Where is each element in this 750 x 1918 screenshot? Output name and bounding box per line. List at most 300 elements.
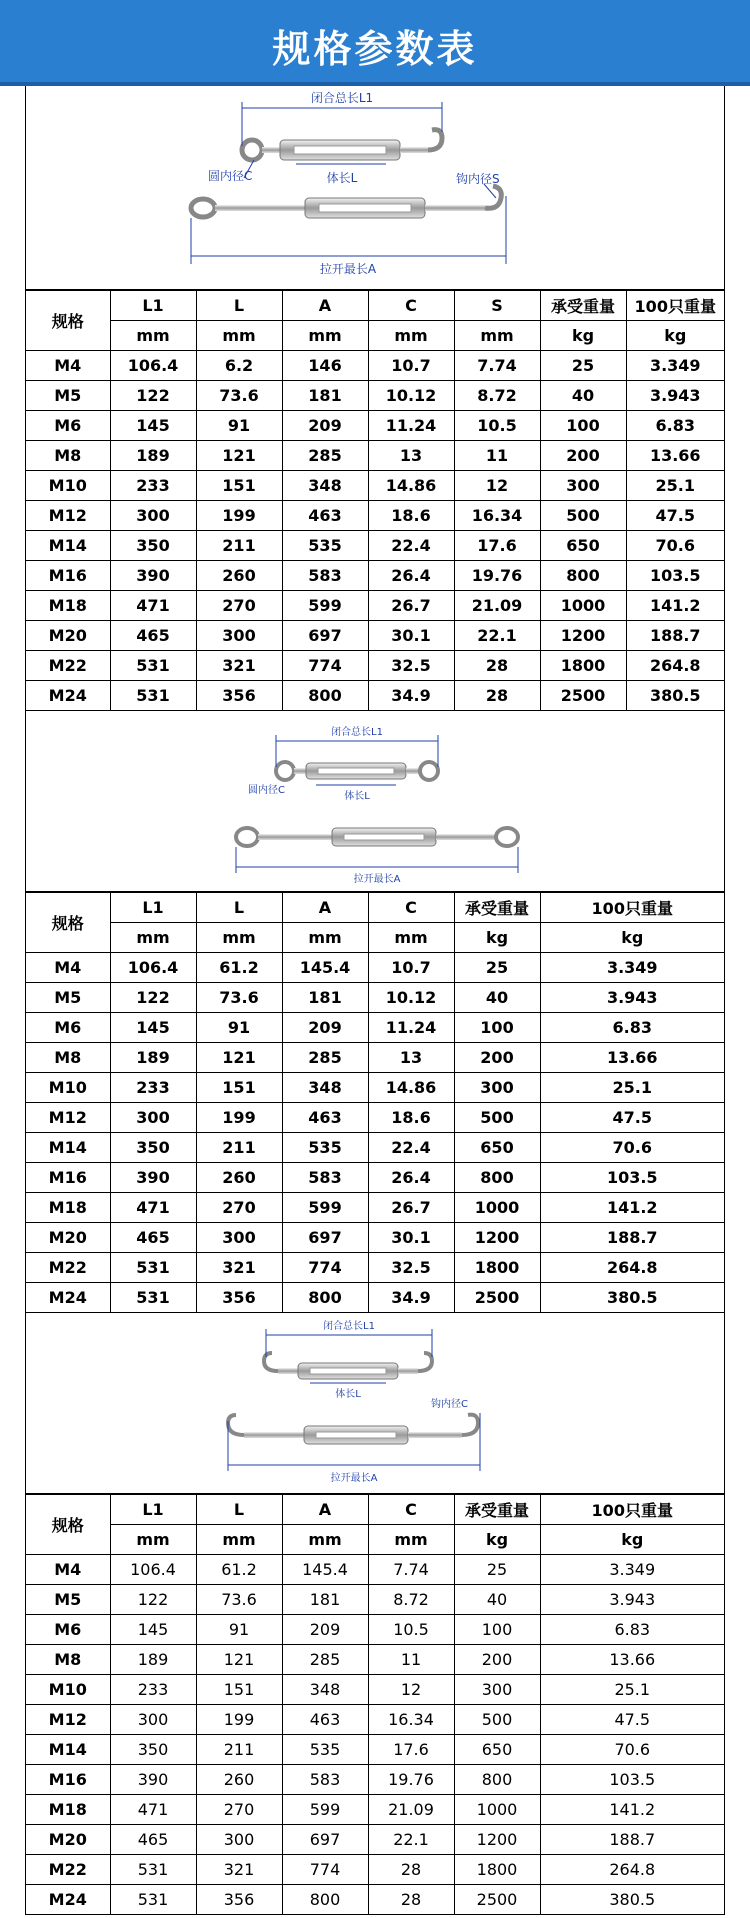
value-cell: 145 <box>110 1013 196 1043</box>
column-header: A <box>282 291 368 321</box>
label-closed-length: 闭合总长L1 <box>310 91 374 105</box>
value-cell: 21.09 <box>454 591 540 621</box>
value-cell: 500 <box>454 1705 540 1735</box>
spec-cell: M4 <box>26 953 110 983</box>
table-row <box>26 1795 724 1825</box>
spec-cell: M14 <box>26 531 110 561</box>
table-row <box>26 411 724 441</box>
value-cell: 774 <box>282 1253 368 1283</box>
spec-cell: M20 <box>26 1825 110 1855</box>
table-row <box>26 1645 724 1675</box>
value-cell: 6.83 <box>540 1615 724 1645</box>
value-cell: 270 <box>196 591 282 621</box>
label-closed-length: 闭合总长L1 <box>323 1321 375 1332</box>
unit-cell: mm <box>282 321 368 351</box>
value-cell: 1200 <box>454 1223 540 1253</box>
value-cell: 146 <box>282 351 368 381</box>
value-cell: 100 <box>454 1615 540 1645</box>
value-cell: 25 <box>454 1555 540 1585</box>
table-row <box>26 1825 724 1855</box>
value-cell: 774 <box>282 1855 368 1885</box>
value-cell: 465 <box>110 1825 196 1855</box>
spec-cell: M8 <box>26 1043 110 1073</box>
column-header: L1 <box>110 1495 196 1525</box>
value-cell: 34.9 <box>368 681 454 711</box>
header-row <box>26 893 724 923</box>
value-cell: 25 <box>540 351 626 381</box>
value-cell: 181 <box>282 983 368 1013</box>
value-cell: 321 <box>196 1253 282 1283</box>
value-cell: 25 <box>454 953 540 983</box>
value-cell: 40 <box>454 983 540 1013</box>
spec-cell: M16 <box>26 1163 110 1193</box>
value-cell: 650 <box>454 1133 540 1163</box>
value-cell: 26.7 <box>368 591 454 621</box>
value-cell: 13 <box>368 1043 454 1073</box>
value-cell: 145 <box>110 411 196 441</box>
value-cell: 463 <box>282 1103 368 1133</box>
value-cell: 28 <box>454 651 540 681</box>
value-cell: 1800 <box>454 1855 540 1885</box>
value-cell: 211 <box>196 1133 282 1163</box>
page-header <box>0 0 750 86</box>
column-header: A <box>282 1495 368 1525</box>
value-cell: 7.74 <box>454 351 540 381</box>
column-header: 承受重量 <box>454 893 540 923</box>
value-cell: 531 <box>110 1253 196 1283</box>
table-row <box>26 1885 724 1915</box>
column-header: A <box>282 893 368 923</box>
unit-cell: kg <box>540 321 626 351</box>
value-cell: 26.4 <box>368 561 454 591</box>
spec-cell: M6 <box>26 411 110 441</box>
value-cell: 3.349 <box>540 953 724 983</box>
value-cell: 531 <box>110 681 196 711</box>
unit-cell: mm <box>282 1525 368 1555</box>
table-row <box>26 1855 724 1885</box>
spec-cell: M5 <box>26 381 110 411</box>
value-cell: 12 <box>454 471 540 501</box>
value-cell: 465 <box>110 621 196 651</box>
spec-cell: M16 <box>26 1765 110 1795</box>
value-cell: 106.4 <box>110 1555 196 1585</box>
value-cell: 650 <box>540 531 626 561</box>
value-cell: 7.74 <box>368 1555 454 1585</box>
unit-cell: kg <box>540 1525 724 1555</box>
value-cell: 285 <box>282 1043 368 1073</box>
value-cell: 73.6 <box>196 983 282 1013</box>
header-row <box>26 1495 724 1525</box>
value-cell: 32.5 <box>368 1253 454 1283</box>
value-cell: 774 <box>282 651 368 681</box>
closed-turnbuckle-image <box>242 130 442 160</box>
value-cell: 70.6 <box>540 1133 724 1163</box>
value-cell: 145 <box>110 1615 196 1645</box>
unit-cell: mm <box>368 321 454 351</box>
table-row <box>26 1765 724 1795</box>
unit-row <box>26 321 724 351</box>
table-row <box>26 651 724 681</box>
value-cell: 321 <box>196 1855 282 1885</box>
page-title: 规格参数表 <box>272 27 478 71</box>
spec-cell: M12 <box>26 1705 110 1735</box>
value-cell: 10.7 <box>368 351 454 381</box>
value-cell: 300 <box>540 471 626 501</box>
value-cell: 106.4 <box>110 953 196 983</box>
spec-cell: M10 <box>26 1675 110 1705</box>
spec-header: 规格 <box>26 291 110 351</box>
unit-cell: kg <box>540 923 724 953</box>
table-row <box>26 1043 724 1073</box>
value-cell: 300 <box>454 1073 540 1103</box>
unit-cell: mm <box>368 923 454 953</box>
table-row <box>26 1283 724 1313</box>
value-cell: 300 <box>110 501 196 531</box>
value-cell: 270 <box>196 1795 282 1825</box>
value-cell: 583 <box>282 561 368 591</box>
value-cell: 100 <box>540 411 626 441</box>
value-cell: 14.86 <box>368 1073 454 1103</box>
value-cell: 8.72 <box>454 381 540 411</box>
column-header: 100只重量 <box>540 1495 724 1525</box>
value-cell: 13.66 <box>540 1043 724 1073</box>
value-cell: 26.4 <box>368 1163 454 1193</box>
table-row <box>26 1073 724 1103</box>
value-cell: 356 <box>196 681 282 711</box>
value-cell: 697 <box>282 1825 368 1855</box>
value-cell: 3.943 <box>540 1585 724 1615</box>
value-cell: 10.12 <box>368 983 454 1013</box>
value-cell: 189 <box>110 1043 196 1073</box>
value-cell: 350 <box>110 1133 196 1163</box>
value-cell: 28 <box>368 1885 454 1915</box>
value-cell: 26.7 <box>368 1193 454 1223</box>
table-row <box>26 381 724 411</box>
value-cell: 233 <box>110 1675 196 1705</box>
value-cell: 300 <box>196 621 282 651</box>
spec-cell: M16 <box>26 561 110 591</box>
column-header: L <box>196 1495 282 1525</box>
value-cell: 11.24 <box>368 411 454 441</box>
value-cell: 211 <box>196 1735 282 1765</box>
value-cell: 6.83 <box>540 1013 724 1043</box>
unit-cell: mm <box>110 321 196 351</box>
value-cell: 583 <box>282 1163 368 1193</box>
value-cell: 151 <box>196 471 282 501</box>
value-cell: 11 <box>368 1645 454 1675</box>
value-cell: 121 <box>196 1043 282 1073</box>
value-cell: 188.7 <box>540 1825 724 1855</box>
value-cell: 40 <box>454 1585 540 1615</box>
value-cell: 30.1 <box>368 621 454 651</box>
value-cell: 465 <box>110 1223 196 1253</box>
value-cell: 40 <box>540 381 626 411</box>
table-row <box>26 681 724 711</box>
value-cell: 650 <box>454 1735 540 1765</box>
table-row <box>26 621 724 651</box>
value-cell: 3.943 <box>626 381 724 411</box>
unit-row <box>26 1525 724 1555</box>
value-cell: 535 <box>282 1133 368 1163</box>
value-cell: 11 <box>454 441 540 471</box>
value-cell: 30.1 <box>368 1223 454 1253</box>
value-cell: 34.9 <box>368 1283 454 1313</box>
value-cell: 189 <box>110 1645 196 1675</box>
value-cell: 70.6 <box>626 531 724 561</box>
value-cell: 14.86 <box>368 471 454 501</box>
unit-cell: kg <box>626 321 724 351</box>
value-cell: 25.1 <box>626 471 724 501</box>
value-cell: 1200 <box>454 1825 540 1855</box>
value-cell: 800 <box>282 1283 368 1313</box>
value-cell: 471 <box>110 1193 196 1223</box>
value-cell: 1800 <box>540 651 626 681</box>
value-cell: 70.6 <box>540 1735 724 1765</box>
value-cell: 390 <box>110 561 196 591</box>
value-cell: 531 <box>110 1855 196 1885</box>
value-cell: 321 <box>196 651 282 681</box>
value-cell: 3.349 <box>540 1555 724 1585</box>
label-body-length: 体长L <box>326 171 358 185</box>
value-cell: 106.4 <box>110 351 196 381</box>
table-row <box>26 1163 724 1193</box>
label-ring-inner: 圆内径C <box>248 785 285 796</box>
column-header: S <box>454 291 540 321</box>
spec-cell: M4 <box>26 1555 110 1585</box>
value-cell: 22.1 <box>454 621 540 651</box>
table-row <box>26 1013 724 1043</box>
value-cell: 141.2 <box>626 591 724 621</box>
unit-cell: mm <box>110 1525 196 1555</box>
column-header: 100只重量 <box>626 291 724 321</box>
spec-cell: M14 <box>26 1133 110 1163</box>
spec-header: 规格 <box>26 1495 110 1555</box>
value-cell: 350 <box>110 1735 196 1765</box>
value-cell: 73.6 <box>196 381 282 411</box>
spec-cell: M6 <box>26 1615 110 1645</box>
table-row <box>26 983 724 1013</box>
spec-cell: M6 <box>26 1013 110 1043</box>
table-row <box>26 561 724 591</box>
spec-cell: M24 <box>26 1283 110 1313</box>
value-cell: 380.5 <box>540 1885 724 1915</box>
value-cell: 181 <box>282 381 368 411</box>
value-cell: 800 <box>282 1885 368 1915</box>
value-cell: 103.5 <box>540 1765 724 1795</box>
spec-cell: M18 <box>26 591 110 621</box>
spec-cell: M12 <box>26 501 110 531</box>
value-cell: 300 <box>196 1223 282 1253</box>
value-cell: 13.66 <box>540 1645 724 1675</box>
header-row <box>26 291 724 321</box>
value-cell: 141.2 <box>540 1193 724 1223</box>
value-cell: 209 <box>282 411 368 441</box>
value-cell: 145.4 <box>282 953 368 983</box>
value-cell: 17.6 <box>454 531 540 561</box>
spec-cell: M5 <box>26 983 110 1013</box>
value-cell: 471 <box>110 591 196 621</box>
value-cell: 91 <box>196 411 282 441</box>
spec-cell: M8 <box>26 1645 110 1675</box>
value-cell: 47.5 <box>626 501 724 531</box>
table-eye-hook <box>26 290 724 711</box>
spec-cell: M20 <box>26 621 110 651</box>
unit-cell: mm <box>454 321 540 351</box>
value-cell: 800 <box>454 1163 540 1193</box>
value-cell: 531 <box>110 1885 196 1915</box>
value-cell: 145.4 <box>282 1555 368 1585</box>
value-cell: 471 <box>110 1795 196 1825</box>
value-cell: 19.76 <box>454 561 540 591</box>
spec-cell: M22 <box>26 651 110 681</box>
column-header: 100只重量 <box>540 893 724 923</box>
value-cell: 3.349 <box>626 351 724 381</box>
table-row <box>26 351 724 381</box>
value-cell: 380.5 <box>626 681 724 711</box>
value-cell: 1000 <box>454 1193 540 1223</box>
value-cell: 264.8 <box>540 1253 724 1283</box>
value-cell: 260 <box>196 1765 282 1795</box>
value-cell: 22.1 <box>368 1825 454 1855</box>
value-cell: 8.72 <box>368 1585 454 1615</box>
value-cell: 500 <box>540 501 626 531</box>
value-cell: 264.8 <box>540 1855 724 1885</box>
value-cell: 260 <box>196 1163 282 1193</box>
value-cell: 122 <box>110 983 196 1013</box>
value-cell: 21.09 <box>368 1795 454 1825</box>
value-cell: 10.12 <box>368 381 454 411</box>
table-hook-hook <box>26 1494 724 1915</box>
value-cell: 209 <box>282 1615 368 1645</box>
value-cell: 233 <box>110 471 196 501</box>
label-hook-inner: 钩内径S <box>456 172 500 186</box>
value-cell: 100 <box>454 1013 540 1043</box>
value-cell: 356 <box>196 1283 282 1313</box>
spec-cell: M14 <box>26 1735 110 1765</box>
value-cell: 73.6 <box>196 1585 282 1615</box>
column-header: L <box>196 893 282 923</box>
table-row <box>26 531 724 561</box>
unit-cell: mm <box>368 1525 454 1555</box>
value-cell: 356 <box>196 1885 282 1915</box>
value-cell: 260 <box>196 561 282 591</box>
value-cell: 300 <box>454 1675 540 1705</box>
spec-cell: M22 <box>26 1253 110 1283</box>
table-row <box>26 1193 724 1223</box>
value-cell: 188.7 <box>626 621 724 651</box>
value-cell: 1200 <box>540 621 626 651</box>
value-cell: 390 <box>110 1765 196 1795</box>
value-cell: 348 <box>282 471 368 501</box>
value-cell: 800 <box>540 561 626 591</box>
closed-turnbuckle-image <box>264 1353 432 1379</box>
table-eye-eye <box>26 892 724 1313</box>
value-cell: 199 <box>196 501 282 531</box>
value-cell: 535 <box>282 531 368 561</box>
value-cell: 17.6 <box>368 1735 454 1765</box>
value-cell: 151 <box>196 1073 282 1103</box>
value-cell: 47.5 <box>540 1705 724 1735</box>
value-cell: 13 <box>368 441 454 471</box>
value-cell: 2500 <box>454 1283 540 1313</box>
value-cell: 6.83 <box>626 411 724 441</box>
spec-cell: M18 <box>26 1193 110 1223</box>
value-cell: 200 <box>540 441 626 471</box>
label-closed-length: 闭合总长L1 <box>331 727 383 738</box>
value-cell: 91 <box>196 1615 282 1645</box>
table-row <box>26 441 724 471</box>
table-row <box>26 1133 724 1163</box>
value-cell: 61.2 <box>196 1555 282 1585</box>
label-open-length: 拉开最长A <box>319 262 377 276</box>
value-cell: 32.5 <box>368 651 454 681</box>
value-cell: 16.34 <box>454 501 540 531</box>
spec-cell: M18 <box>26 1795 110 1825</box>
table-row <box>26 1253 724 1283</box>
value-cell: 348 <box>282 1073 368 1103</box>
value-cell: 531 <box>110 1283 196 1313</box>
table-row <box>26 1223 724 1253</box>
value-cell: 121 <box>196 441 282 471</box>
value-cell: 300 <box>110 1103 196 1133</box>
value-cell: 189 <box>110 441 196 471</box>
unit-cell: kg <box>454 1525 540 1555</box>
value-cell: 800 <box>282 681 368 711</box>
diagram-eye-eye <box>26 711 724 892</box>
value-cell: 25.1 <box>540 1675 724 1705</box>
value-cell: 300 <box>196 1825 282 1855</box>
value-cell: 28 <box>454 681 540 711</box>
value-cell: 199 <box>196 1103 282 1133</box>
table-row <box>26 1675 724 1705</box>
table-row <box>26 501 724 531</box>
value-cell: 91 <box>196 1013 282 1043</box>
value-cell: 800 <box>454 1765 540 1795</box>
column-header: C <box>368 893 454 923</box>
value-cell: 199 <box>196 1705 282 1735</box>
column-header: C <box>368 291 454 321</box>
value-cell: 188.7 <box>540 1223 724 1253</box>
value-cell: 11.24 <box>368 1013 454 1043</box>
column-header: L1 <box>110 893 196 923</box>
value-cell: 122 <box>110 1585 196 1615</box>
spec-cell: M24 <box>26 1885 110 1915</box>
value-cell: 390 <box>110 1163 196 1193</box>
unit-row <box>26 923 724 953</box>
value-cell: 19.76 <box>368 1765 454 1795</box>
value-cell: 599 <box>282 591 368 621</box>
column-header: 承受重量 <box>454 1495 540 1525</box>
diagram-eye-hook <box>26 86 724 290</box>
value-cell: 1000 <box>540 591 626 621</box>
table-row <box>26 1615 724 1645</box>
value-cell: 200 <box>454 1645 540 1675</box>
value-cell: 380.5 <box>540 1283 724 1313</box>
value-cell: 211 <box>196 531 282 561</box>
table-row <box>26 1103 724 1133</box>
unit-cell: mm <box>110 923 196 953</box>
value-cell: 300 <box>110 1705 196 1735</box>
value-cell: 531 <box>110 651 196 681</box>
value-cell: 200 <box>454 1043 540 1073</box>
value-cell: 22.4 <box>368 531 454 561</box>
table-row <box>26 953 724 983</box>
value-cell: 141.2 <box>540 1795 724 1825</box>
spec-cell: M10 <box>26 1073 110 1103</box>
table-row <box>26 591 724 621</box>
open-turnbuckle-image <box>228 1415 478 1444</box>
spec-cell: M8 <box>26 441 110 471</box>
